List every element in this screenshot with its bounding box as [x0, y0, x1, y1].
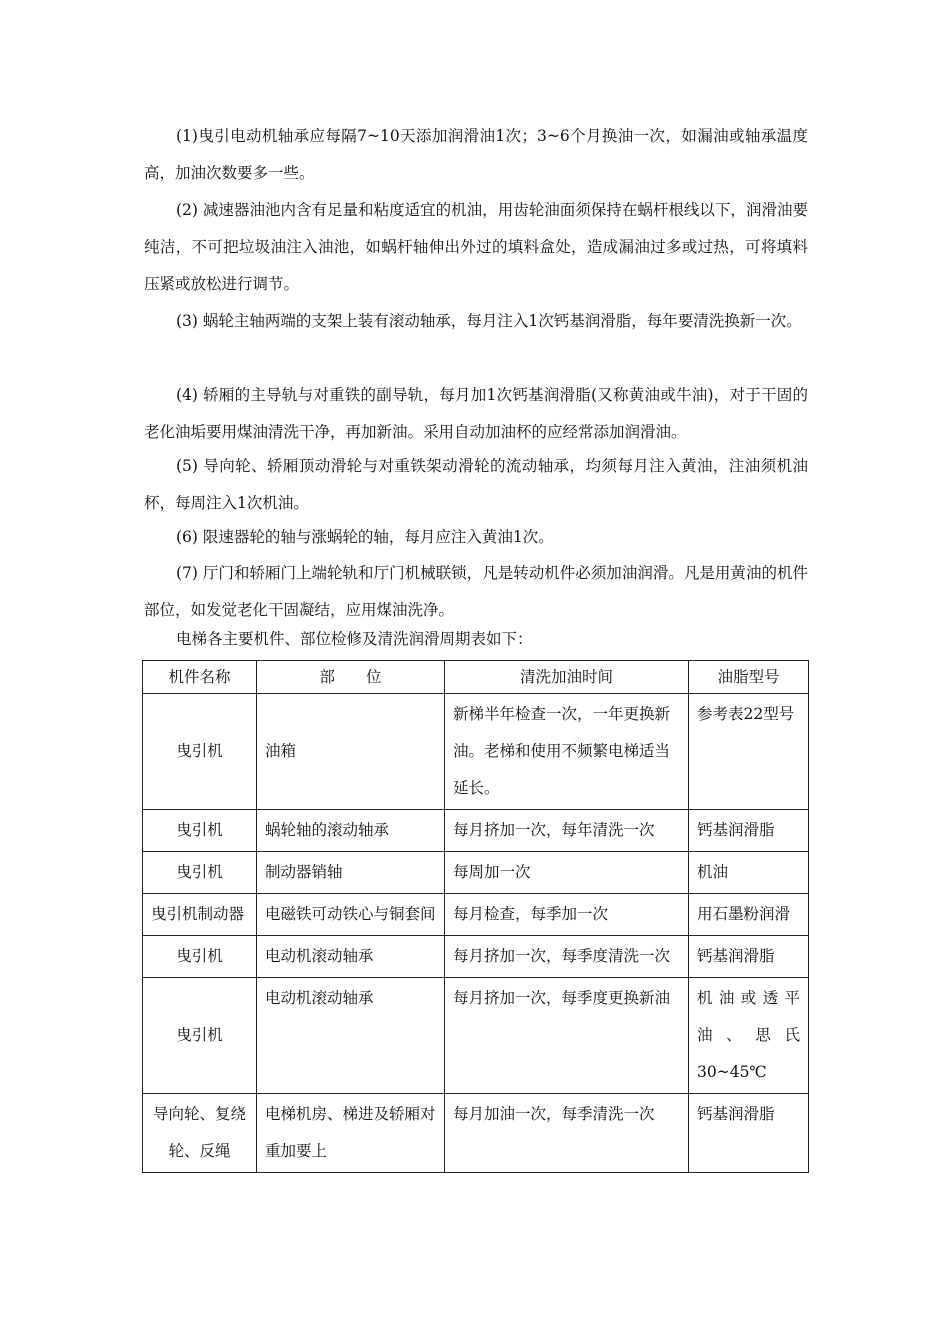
cell-part: 曳引机	[143, 810, 257, 852]
table-row	[143, 894, 809, 936]
cell-oil: 钙基润滑脂	[689, 936, 809, 978]
cell-schedule: 每月挤加一次，每年清洗一次	[445, 810, 689, 852]
cell-schedule: 每月检查，每季加一次	[445, 894, 689, 936]
paragraph-1: (1)曳引电动机轴承应每隔7~10天添加润滑油1次；3~6个月换油一次，如漏油或轴承温度高，加油次数要多一些。	[144, 127, 808, 182]
header-position: 部 位	[257, 661, 445, 694]
paragraph-2: (2) 减速器油池内含有足量和粘度适宜的机油，用齿轮油面须保持在蜗杆根线以下，润滑油要纯洁，不可把垃圾油注入油池，如蜗杆轴伸出外过的填料盒处，造成漏油过多或过热，可将填料压紧或放松进行调节。	[144, 201, 808, 293]
paragraph-3: (3) 蜗轮主轴两端的支架上装有滚动轴承，每月注入1次钙基润滑脂，每年要清洗换新一次。	[176, 312, 802, 330]
cell-part: 曳引机	[143, 936, 257, 978]
table-row	[143, 852, 809, 894]
cell-position: 制动器销轴	[257, 852, 445, 894]
paragraph-7: (7) 厅门和轿厢门上端轮轨和厅门机械联锁，凡是转动机件必须加油润滑。凡是用黄油的机件部位，如发觉老化干固凝结，应用煤油洗净。	[144, 564, 808, 619]
cell-part: 导向轮、复绕轮、反绳	[143, 1094, 257, 1173]
cell-schedule: 每周加一次	[445, 852, 689, 894]
cell-oil: 钙基润滑脂	[689, 810, 809, 852]
cell-part: 曳引机制动器	[143, 894, 257, 936]
cell-oil: 用石墨粉润滑	[689, 894, 809, 936]
cell-part: 曳引机	[143, 852, 257, 894]
header-part-name: 机件名称	[143, 661, 257, 694]
paragraph-6: (6) 限速器轮的轴与涨蜗轮的轴，每月应注入黄油1次。	[176, 528, 554, 546]
table-row	[143, 978, 809, 1094]
cell-schedule: 新梯半年检查一次，一年更换新油。老梯和使用不频繁电梯适当延长。	[445, 694, 689, 810]
cell-position: 电磁铁可动铁心与铜套间	[257, 894, 445, 936]
maintenance-table	[142, 660, 809, 1173]
table-row	[143, 810, 809, 852]
cell-part: 曳引机	[143, 978, 257, 1094]
paragraph-4: (4) 轿厢的主导轨与对重铁的副导轨，每月加1次钙基润滑脂(又称黄油或牛油)，对于干固的老化油垢要用煤油清洗干净，再加新油。采用自动加油杯的应经常添加润滑油。	[144, 386, 808, 441]
cell-position: 电动机滚动轴承	[257, 978, 445, 1094]
cell-position: 油箱	[257, 694, 445, 810]
cell-schedule: 每月挤加一次，每季度更换新油	[445, 978, 689, 1094]
cell-oil: 钙基润滑脂	[689, 1094, 809, 1173]
table-row	[143, 694, 809, 810]
cell-oil: 机油或透平油、思氏30~45℃	[689, 978, 809, 1094]
cell-position: 蜗轮轴的滚动轴承	[257, 810, 445, 852]
header-oil-type: 油脂型号	[689, 661, 809, 694]
cell-oil: 参考表22型号	[689, 694, 809, 810]
table-header-row	[143, 661, 809, 694]
paragraph-5: (5) 导向轮、轿厢顶动滑轮与对重铁架动滑轮的流动轴承，均须每月注入黄油，注油须机油杯，每周注入1次机油。	[144, 457, 808, 512]
cell-schedule: 每月加油一次，每季清洗一次	[445, 1094, 689, 1173]
table-row	[143, 936, 809, 978]
table-caption: 电梯各主要机件、部位检修及清洗润滑周期表如下：	[176, 630, 533, 648]
cell-schedule: 每月挤加一次，每季度清洗一次	[445, 936, 689, 978]
cell-position: 电梯机房、梯进及轿厢对重加要上	[257, 1094, 445, 1173]
table-row	[143, 1094, 809, 1173]
header-schedule: 清洗加油时间	[445, 661, 689, 694]
cell-part: 曳引机	[143, 694, 257, 810]
cell-oil: 机油	[689, 852, 809, 894]
cell-position: 电动机滚动轴承	[257, 936, 445, 978]
